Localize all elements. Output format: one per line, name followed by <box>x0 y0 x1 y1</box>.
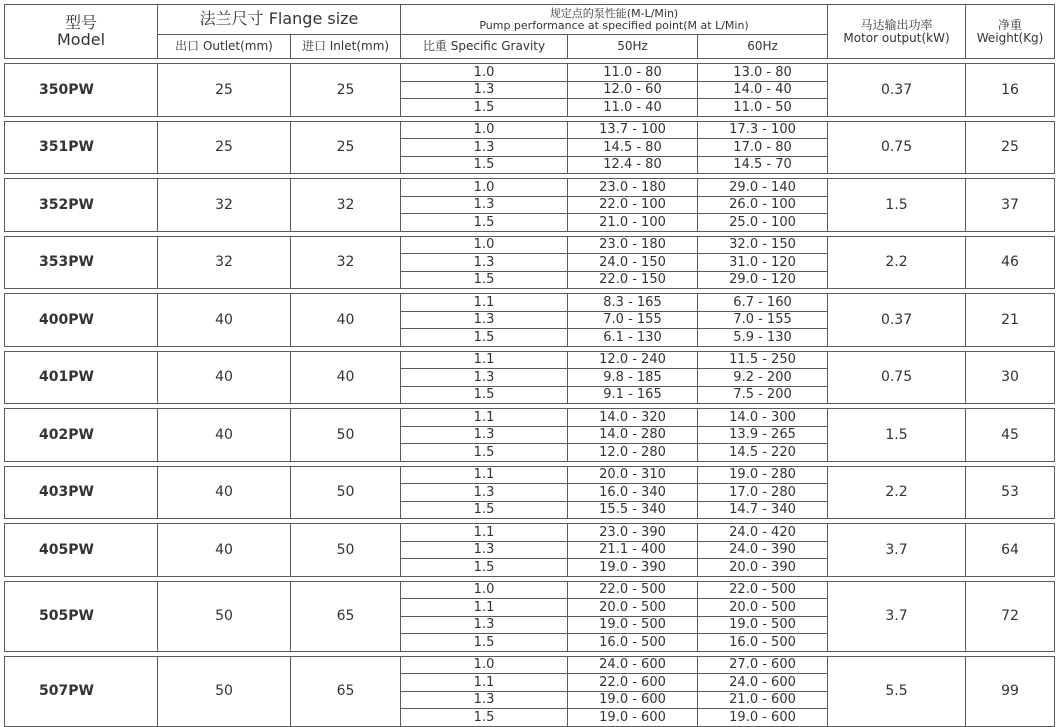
header-outlet: 出口 Outlet(mm) <box>158 35 291 59</box>
header-50hz: 50Hz <box>568 35 698 59</box>
weight-cell: 30 <box>966 351 1055 404</box>
perf-50hz-cell: 19.0 - 390 <box>568 559 698 577</box>
perf-50hz-cell: 20.0 - 500 <box>568 599 698 617</box>
motor-cell: 5.5 <box>828 656 966 726</box>
inlet-cell: 50 <box>291 466 401 519</box>
specific-gravity-cell: 1.3 <box>401 616 568 634</box>
specific-gravity-cell: 1.1 <box>401 466 568 484</box>
header-60hz: 60Hz <box>698 35 828 59</box>
table-row <box>5 179 1055 197</box>
inlet-cell: 25 <box>291 121 401 174</box>
outlet-cell: 40 <box>158 524 291 577</box>
perf-60hz-cell: 29.0 - 120 <box>698 271 828 289</box>
specific-gravity-cell: 1.0 <box>401 236 568 254</box>
perf-60hz-cell: 24.0 - 390 <box>698 541 828 559</box>
header-perf-cn: 规定点的泵性能(M-L/Min) <box>549 6 679 20</box>
spec-body <box>5 59 1055 727</box>
specific-gravity-cell: 1.0 <box>401 581 568 599</box>
specific-gravity-cell: 1.3 <box>401 484 568 502</box>
outlet-cell: 25 <box>158 121 291 174</box>
perf-50hz-cell: 23.0 - 180 <box>568 236 698 254</box>
perf-60hz-cell: 17.3 - 100 <box>698 121 828 139</box>
inlet-cell: 32 <box>291 179 401 232</box>
motor-cell: 2.2 <box>828 466 966 519</box>
header-model-cn: 型号 <box>64 12 97 32</box>
pump-spec-table <box>4 4 1055 727</box>
perf-50hz-cell: 15.5 - 340 <box>568 501 698 519</box>
perf-50hz-cell: 20.0 - 310 <box>568 466 698 484</box>
weight-cell: 64 <box>966 524 1055 577</box>
header-model <box>5 5 158 59</box>
perf-50hz-cell: 21.1 - 400 <box>568 541 698 559</box>
inlet-cell: 40 <box>291 351 401 404</box>
perf-60hz-cell: 20.0 - 390 <box>698 559 828 577</box>
perf-50hz-cell: 8.3 - 165 <box>568 294 698 312</box>
motor-cell: 1.5 <box>828 409 966 462</box>
perf-60hz-cell: 14.0 - 40 <box>698 81 828 99</box>
outlet-cell: 40 <box>158 294 291 347</box>
perf-50hz-cell: 7.0 - 155 <box>568 311 698 329</box>
specific-gravity-cell: 1.3 <box>401 426 568 444</box>
perf-50hz-cell: 16.0 - 500 <box>568 634 698 652</box>
specific-gravity-cell: 1.3 <box>401 541 568 559</box>
perf-60hz-cell: 17.0 - 280 <box>698 484 828 502</box>
perf-60hz-cell: 20.0 - 500 <box>698 599 828 617</box>
weight-cell: 72 <box>966 581 1055 651</box>
perf-60hz-cell: 32.0 - 150 <box>698 236 828 254</box>
inlet-cell: 50 <box>291 409 401 462</box>
perf-60hz-cell: 6.7 - 160 <box>698 294 828 312</box>
perf-60hz-cell: 13.9 - 265 <box>698 426 828 444</box>
model-cell: 403PW <box>5 466 158 519</box>
specific-gravity-cell: 1.3 <box>401 254 568 272</box>
header-performance <box>401 5 828 35</box>
table-row <box>5 524 1055 542</box>
specific-gravity-cell: 1.0 <box>401 121 568 139</box>
model-cell: 405PW <box>5 524 158 577</box>
specific-gravity-cell: 1.0 <box>401 656 568 674</box>
specific-gravity-cell: 1.5 <box>401 559 568 577</box>
perf-60hz-cell: 24.0 - 420 <box>698 524 828 542</box>
perf-50hz-cell: 14.0 - 280 <box>568 426 698 444</box>
motor-cell: 0.75 <box>828 351 966 404</box>
model-cell: 353PW <box>5 236 158 289</box>
weight-cell: 99 <box>966 656 1055 726</box>
perf-60hz-cell: 22.0 - 500 <box>698 581 828 599</box>
outlet-cell: 32 <box>158 236 291 289</box>
perf-50hz-cell: 24.0 - 150 <box>568 254 698 272</box>
table-row <box>5 236 1055 254</box>
specific-gravity-cell: 1.5 <box>401 214 568 232</box>
specific-gravity-cell: 1.3 <box>401 691 568 709</box>
table-row <box>5 294 1055 312</box>
perf-60hz-cell: 17.0 - 80 <box>698 139 828 157</box>
outlet-cell: 40 <box>158 409 291 462</box>
weight-cell: 53 <box>966 466 1055 519</box>
perf-50hz-cell: 12.0 - 60 <box>568 81 698 99</box>
table-row <box>5 466 1055 484</box>
inlet-cell: 50 <box>291 524 401 577</box>
specific-gravity-cell: 1.5 <box>401 501 568 519</box>
perf-50hz-cell: 23.0 - 180 <box>568 179 698 197</box>
table-row <box>5 64 1055 82</box>
header-weight <box>966 5 1055 59</box>
perf-60hz-cell: 5.9 - 130 <box>698 329 828 347</box>
perf-50hz-cell: 22.0 - 500 <box>568 581 698 599</box>
perf-60hz-cell: 14.7 - 340 <box>698 501 828 519</box>
perf-50hz-cell: 23.0 - 390 <box>568 524 698 542</box>
table-row <box>5 121 1055 139</box>
weight-cell: 46 <box>966 236 1055 289</box>
perf-50hz-cell: 11.0 - 40 <box>568 99 698 117</box>
perf-60hz-cell: 7.5 - 200 <box>698 386 828 404</box>
specific-gravity-cell: 1.1 <box>401 674 568 692</box>
perf-60hz-cell: 19.0 - 500 <box>698 616 828 634</box>
weight-cell: 21 <box>966 294 1055 347</box>
outlet-cell: 40 <box>158 466 291 519</box>
header-inlet: 进口 Inlet(mm) <box>291 35 401 59</box>
motor-cell: 1.5 <box>828 179 966 232</box>
specific-gravity-cell: 1.1 <box>401 524 568 542</box>
specific-gravity-cell: 1.5 <box>401 329 568 347</box>
perf-60hz-cell: 19.0 - 600 <box>698 709 828 727</box>
perf-60hz-cell: 19.0 - 280 <box>698 466 828 484</box>
perf-50hz-cell: 12.0 - 280 <box>568 444 698 462</box>
motor-cell: 3.7 <box>828 524 966 577</box>
perf-60hz-cell: 24.0 - 600 <box>698 674 828 692</box>
inlet-cell: 65 <box>291 581 401 651</box>
specific-gravity-cell: 1.5 <box>401 271 568 289</box>
perf-60hz-cell: 16.0 - 500 <box>698 634 828 652</box>
perf-60hz-cell: 14.5 - 70 <box>698 156 828 174</box>
model-cell: 400PW <box>5 294 158 347</box>
outlet-cell: 25 <box>158 64 291 117</box>
motor-cell: 0.75 <box>828 121 966 174</box>
perf-50hz-cell: 22.0 - 150 <box>568 271 698 289</box>
perf-50hz-cell: 21.0 - 100 <box>568 214 698 232</box>
header-motor-en: Motor output(kW) <box>843 30 950 45</box>
specific-gravity-cell: 1.5 <box>401 444 568 462</box>
header-motor <box>828 5 966 59</box>
weight-cell: 45 <box>966 409 1055 462</box>
specific-gravity-cell: 1.1 <box>401 599 568 617</box>
perf-50hz-cell: 14.0 - 320 <box>568 409 698 427</box>
outlet-cell: 40 <box>158 351 291 404</box>
perf-50hz-cell: 12.4 - 80 <box>568 156 698 174</box>
specific-gravity-cell: 1.1 <box>401 409 568 427</box>
outlet-cell: 50 <box>158 656 291 726</box>
model-cell: 352PW <box>5 179 158 232</box>
inlet-cell: 65 <box>291 656 401 726</box>
specific-gravity-cell: 1.3 <box>401 311 568 329</box>
specific-gravity-cell: 1.3 <box>401 196 568 214</box>
weight-cell: 16 <box>966 64 1055 117</box>
motor-cell: 3.7 <box>828 581 966 651</box>
table-row <box>5 409 1055 427</box>
specific-gravity-cell: 1.1 <box>401 351 568 369</box>
table-row <box>5 581 1055 599</box>
model-cell: 401PW <box>5 351 158 404</box>
perf-50hz-cell: 22.0 - 100 <box>568 196 698 214</box>
model-cell: 507PW <box>5 656 158 726</box>
perf-60hz-cell: 11.0 - 50 <box>698 99 828 117</box>
inlet-cell: 40 <box>291 294 401 347</box>
specific-gravity-cell: 1.5 <box>401 386 568 404</box>
header-model-en: Model <box>56 29 106 49</box>
motor-cell: 0.37 <box>828 64 966 117</box>
perf-60hz-cell: 31.0 - 120 <box>698 254 828 272</box>
perf-50hz-cell: 9.8 - 185 <box>568 369 698 387</box>
perf-50hz-cell: 6.1 - 130 <box>568 329 698 347</box>
perf-60hz-cell: 7.0 - 155 <box>698 311 828 329</box>
specific-gravity-cell: 1.5 <box>401 634 568 652</box>
perf-60hz-cell: 11.5 - 250 <box>698 351 828 369</box>
weight-cell: 25 <box>966 121 1055 174</box>
weight-cell: 37 <box>966 179 1055 232</box>
perf-60hz-cell: 9.2 - 200 <box>698 369 828 387</box>
model-cell: 350PW <box>5 64 158 117</box>
perf-50hz-cell: 16.0 - 340 <box>568 484 698 502</box>
header-specific-gravity: 比重 Specific Gravity <box>401 35 568 59</box>
model-cell: 505PW <box>5 581 158 651</box>
perf-60hz-cell: 14.0 - 300 <box>698 409 828 427</box>
specific-gravity-cell: 1.5 <box>401 99 568 117</box>
perf-60hz-cell: 26.0 - 100 <box>698 196 828 214</box>
perf-50hz-cell: 11.0 - 80 <box>568 64 698 82</box>
header-weight-cn: 净重 <box>998 17 1023 32</box>
specific-gravity-cell: 1.3 <box>401 369 568 387</box>
perf-50hz-cell: 19.0 - 600 <box>568 691 698 709</box>
perf-50hz-cell: 9.1 - 165 <box>568 386 698 404</box>
inlet-cell: 25 <box>291 64 401 117</box>
header-motor-cn: 马达输出功率 <box>860 17 933 32</box>
perf-60hz-cell: 29.0 - 140 <box>698 179 828 197</box>
specific-gravity-cell: 1.5 <box>401 709 568 727</box>
perf-60hz-cell: 13.0 - 80 <box>698 64 828 82</box>
specific-gravity-cell: 1.0 <box>401 179 568 197</box>
motor-cell: 0.37 <box>828 294 966 347</box>
outlet-cell: 50 <box>158 581 291 651</box>
model-cell: 351PW <box>5 121 158 174</box>
inlet-cell: 32 <box>291 236 401 289</box>
model-cell: 402PW <box>5 409 158 462</box>
table-row <box>5 656 1055 674</box>
table-row <box>5 351 1055 369</box>
perf-50hz-cell: 19.0 - 600 <box>568 709 698 727</box>
perf-60hz-cell: 27.0 - 600 <box>698 656 828 674</box>
perf-50hz-cell: 24.0 - 600 <box>568 656 698 674</box>
specific-gravity-cell: 1.3 <box>401 81 568 99</box>
header-perf-en: Pump performance at specified point(M at L/Min) <box>479 18 749 32</box>
specific-gravity-cell: 1.0 <box>401 64 568 82</box>
perf-50hz-cell: 19.0 - 500 <box>568 616 698 634</box>
specific-gravity-cell: 1.1 <box>401 294 568 312</box>
outlet-cell: 32 <box>158 179 291 232</box>
motor-cell: 2.2 <box>828 236 966 289</box>
perf-60hz-cell: 25.0 - 100 <box>698 214 828 232</box>
specific-gravity-cell: 1.5 <box>401 156 568 174</box>
header-flange: 法兰尺寸 Flange size <box>158 5 401 35</box>
perf-60hz-cell: 14.5 - 220 <box>698 444 828 462</box>
perf-50hz-cell: 12.0 - 240 <box>568 351 698 369</box>
specific-gravity-cell: 1.3 <box>401 139 568 157</box>
perf-50hz-cell: 14.5 - 80 <box>568 139 698 157</box>
perf-60hz-cell: 21.0 - 600 <box>698 691 828 709</box>
perf-50hz-cell: 13.7 - 100 <box>568 121 698 139</box>
perf-50hz-cell: 22.0 - 600 <box>568 674 698 692</box>
header-weight-en: Weight(Kg) <box>976 30 1044 45</box>
